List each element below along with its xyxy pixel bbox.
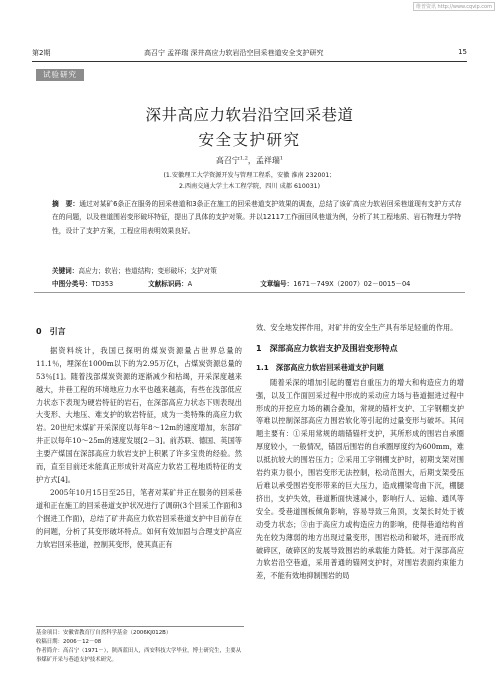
left-column xyxy=(36,326,242,551)
abstract xyxy=(52,198,464,238)
authors xyxy=(0,155,499,166)
subsection-1-1-heading: 1.1 深部高应力软岩回采巷道支护问题 xyxy=(256,362,384,372)
watermark: 维普资讯 http://www.cqvip.com xyxy=(413,2,495,11)
author-2: 孟祥瑞 xyxy=(255,156,280,165)
running-title: 高召宁 孟祥瑞 深井高应力软岩沿空回采巷道安全支护研究 xyxy=(144,49,324,57)
clc-value: TD353 xyxy=(91,280,114,289)
classification-line xyxy=(52,278,464,291)
intro-paragraph-2: 2005年10月15日至25日，笔者对某矿井正在服务的回采巷道和正在施工的回采巷道支护状况进行了调研(3个回采工作面和3个掘进工作面)，总结了矿井高应力软岩回采巷道支护中目前存在的问题，分析了其变形破坏特点。如何有效加固与合理支护高应力软岩回采巷道，控制其变形，使其真正有 xyxy=(36,487,243,549)
intro-heading: 0 引言 xyxy=(36,327,66,336)
metadata xyxy=(52,265,464,292)
footnote-author-bio: 作者简介：高召宁（1971－），陕西蓝田人，西安科技大学毕业，博士研究生，主要从事煤矿开采与巷道支护技术研究。 xyxy=(36,648,242,663)
section-1-1-paragraph: 随着采深的增加引起的覆岩自重压力的增大和构造应力的增强，以及工作面回采过程中形成的采动应力场与巷道掘进过程中形成的开挖应力场的耦合叠加，常规的锚杆支护、工字钢棚支护等难以控制深部高应力围岩软化等引起的过量变形与破坏。其问题主要有：①采用常规的端锚锚杆支护，其所形成的围岩自承圈厚度较小，一般情况，锚固后围岩的自承圈厚度约为600mm，难以抵抗较大的围岩压力；②采用工字钢棚支护时，初期支架对围岩约束力很小，围岩变形无法控制，松动范围大，后期支架受压后难以承受围岩变形带来的巨大压力，造成棚梁弯曲下沉，棚腿挤出，支护失效，巷道断面快速减小，影响行人、运输、通风等安全。受巷道围板倾角影响，容易导致三角顶，支架长时处于被动受力状态；③由于高应力或构造应力的影响，使得巷道结构首先在较为薄弱的地方出现过量变形，围岩松动和破坏，进而形成破碎区，破碎区的发展导致围岩的承载能力降低。对于深部高应力软岩沿空巷道，采用普通的锚网支护时，对围岩表面约束能力差，不能有效地抑制围岩的局 xyxy=(256,377,464,581)
doc-code-value: A xyxy=(187,280,193,289)
issue-number: 第2期 xyxy=(32,49,51,57)
article-no-label: 文章编号： xyxy=(260,280,294,289)
clc-label: 中图分类号： xyxy=(52,280,92,289)
right-intro-text: 效、安全地发挥作用，对矿井的安全生产具有举足轻重的作用。 xyxy=(256,323,458,332)
keywords-label: 关键词： xyxy=(52,267,79,275)
title-line-1: 深井高应力软岩沿空回采巷道 xyxy=(145,106,354,124)
footnote-received: 收稿日期：2006－12－08 xyxy=(36,639,102,645)
affiliation-2: 2.西南交通大学土木工程学院，四川 成都 610031) xyxy=(178,183,321,190)
abstract-text: 通过对某矿6条正在服务的回采巷道和3条正在施工的回采巷道支护效果的调查，总结了该矿高应力软岩回采巷道现有支护方式存在的问题，以及巷道围岩变形破坏特征，提出了具体的支护对策。并以12117工作面回风巷道为例，分析了其工程地质、岩石物理力学特性，设计了支护方案，工程应用表明效果良好。 xyxy=(52,200,462,235)
author-1-affil: 1,2 xyxy=(239,155,248,162)
footnote xyxy=(36,626,244,665)
header-rule xyxy=(32,61,467,62)
doc-code-label: 文献标识码： xyxy=(148,280,188,289)
abstract-label: 摘 要： xyxy=(52,200,80,208)
affiliation-1: (1.安徽理工大学资源开发与管理工程系，安徽 淮南 232001； xyxy=(163,172,336,179)
section-divider xyxy=(34,292,465,293)
footnote-fund: 基金项目：安徽省教育厅自然科学基金（2006KJ012B） xyxy=(36,630,172,636)
article-no-value: 1671－749X（2007）02－0015－04 xyxy=(293,280,411,289)
intro-paragraph-1: 据资料统计，我国已探明的煤炭资源量占世界总量的11.1％，埋深在1000m以下的为2.95万亿t，占煤炭资源总量的53％[1]。随着浅部煤炭资源的逐渐减少和枯竭，开采深度越来越大，井巷工程的环境地应力水平也越来越高，有些在浅部低应力状态下表现为硬岩特征的岩石，在深部高应力状态下则表现出大变形、大地压、难支护的软岩特征，成为一类特殊的高应力软岩。20世纪末煤矿开采深度以每年8～12m的速度增加，东部矿井正以每年10～25m的速度发展[2－3]。前苏联、德国、英国等主要产煤国在深部高应力软岩支护上积累了许多宝贵的经验。然而，直至目前还未能真正形成针对高应力软岩工程地质特征的支护方式[4]。 xyxy=(36,345,242,484)
section-1-heading: 1 深部高应力软岩支护及围岩变形特点 xyxy=(256,343,398,353)
keywords-line xyxy=(52,265,464,278)
right-column xyxy=(256,322,464,583)
section-tag: 试验研究 xyxy=(36,69,84,81)
running-header xyxy=(32,48,467,60)
author-1: 高召宁 xyxy=(215,156,240,165)
page-number: 15 xyxy=(458,48,467,56)
author-sep: ， xyxy=(247,156,256,165)
keywords-text: 高应力；软岩；巷道结构；变形破坏；支护对策 xyxy=(78,267,217,275)
author-2-affil: 1 xyxy=(279,155,284,162)
title-line-2: 安全支护研究 xyxy=(198,131,301,149)
